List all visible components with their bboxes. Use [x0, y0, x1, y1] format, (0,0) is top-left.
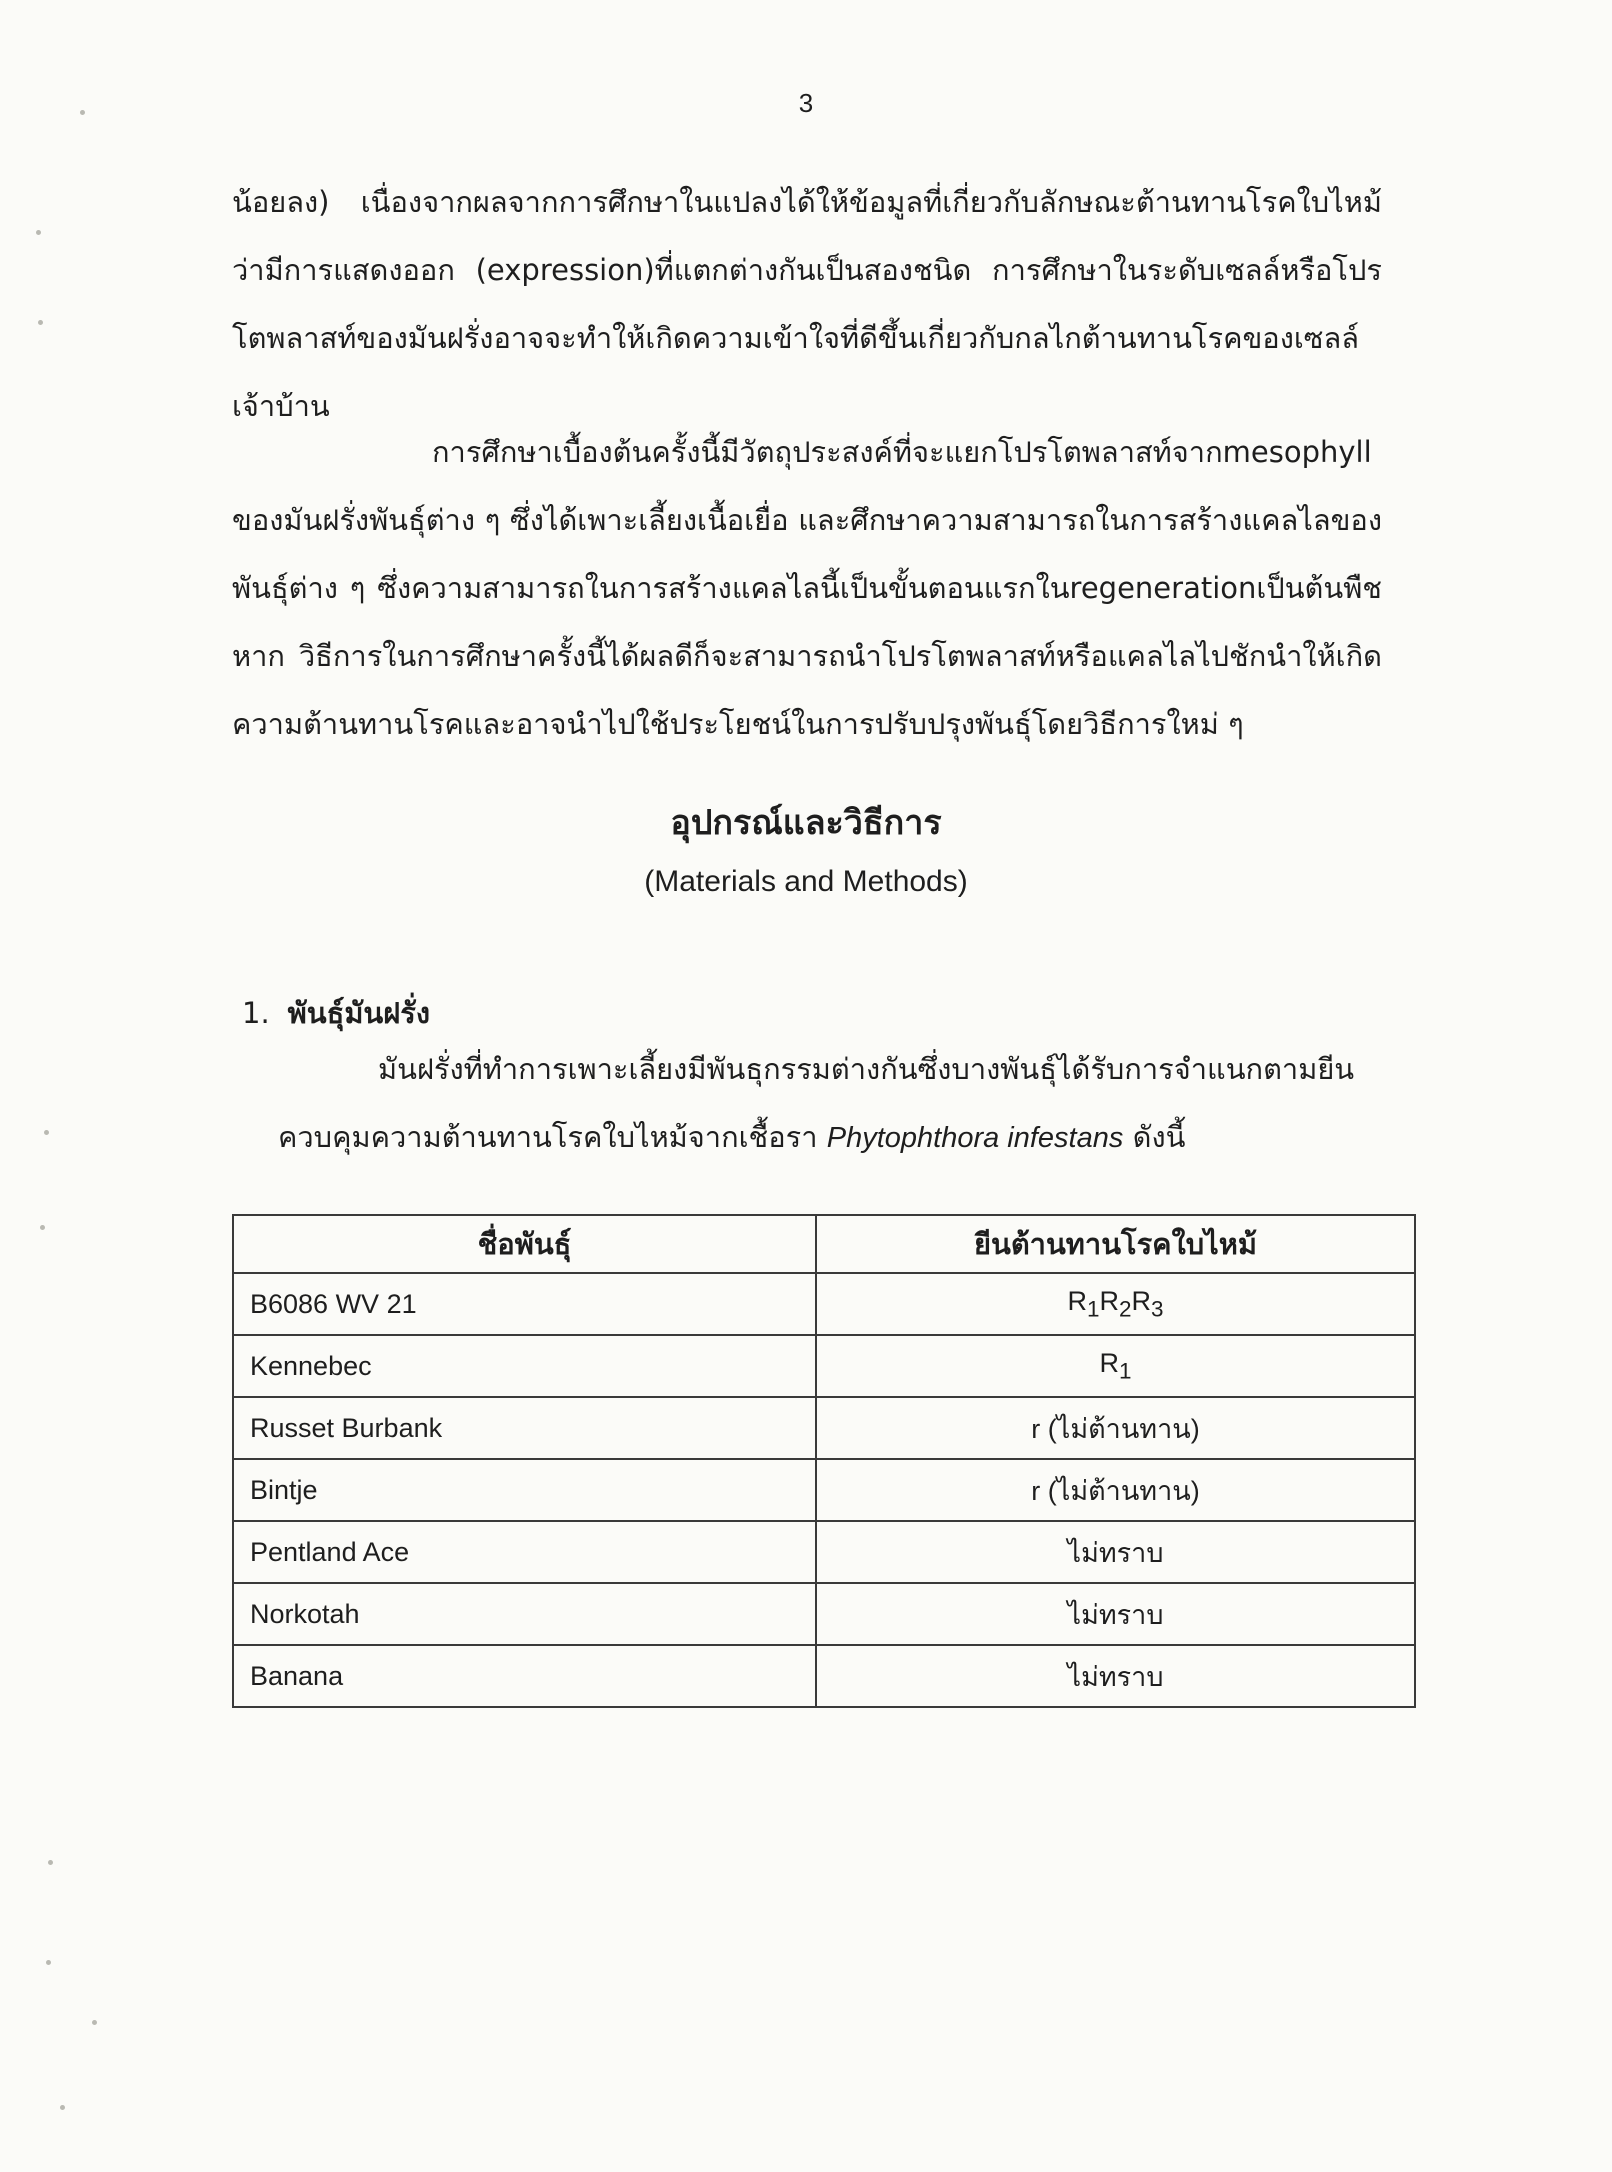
scan-speck: [60, 2105, 65, 2110]
resistance-gene: ไม่ทราบ: [816, 1521, 1415, 1583]
subsection-number: 1.: [242, 996, 270, 1030]
variety-name: Russet Burbank: [233, 1397, 816, 1459]
variety-text-after: ดังนี้: [1123, 1120, 1186, 1154]
scan-speck: [46, 1960, 51, 1965]
variety-name: Bintje: [233, 1459, 816, 1521]
variety-table: [232, 1214, 1416, 1708]
table-header-row: [233, 1215, 1415, 1273]
page-number: 3: [798, 88, 814, 118]
scan-speck: [38, 320, 43, 325]
section-title: อุปกรณ์และวิธีการ: [670, 803, 942, 843]
resistance-gene: r (ไม่ต้านทาน): [816, 1397, 1415, 1459]
subsection-heading: [242, 990, 430, 1036]
table-row: [233, 1397, 1415, 1459]
header-variety: ชื่อพันธุ์: [233, 1215, 816, 1273]
table-row: [233, 1459, 1415, 1521]
resistance-gene: ไม่ทราบ: [816, 1583, 1415, 1645]
section-subtitle: (Materials and Methods): [644, 865, 968, 898]
variety-paragraph: [278, 1035, 1388, 1172]
scan-speck: [48, 1860, 53, 1865]
resistance-gene: $R_1R_2R_3$: [816, 1273, 1415, 1335]
variety-name: Pentland Ace: [233, 1521, 816, 1583]
scan-speck: [40, 1225, 45, 1230]
variety-name: Kennebec: [233, 1335, 816, 1397]
scan-speck: [44, 1130, 49, 1135]
header-resistance-gene: ยีนต้านทานโรคใบไหม้: [816, 1215, 1415, 1273]
scan-speck: [36, 230, 41, 235]
objective-paragraph: การศึกษาเบื้องต้นครั้งนี้มีวัตถุประสงค์ที่จะแยกโปรโตพลาสท์จากmesophyll ของมันฝรั่งพันธุ์ต่าง ๆ ซึ่งได้เพาะเลี้ยงเนื้อเยื่อ และศึกษาความสามารถในการสร้างแคลไลของพันธุ์ต่าง ๆ ซึ่งความสามารถในการสร้างแคลไลนี้เป็นขั้นตอนแรกในregenerationเป็นต้นพืช หาก วิธีการในการศึกษาครั้งนี้ได้ผลดีก็จะสามารถนำโปรโตพลาสท์หรือแคลไลไปชักนำให้เกิดความต้านทานโรคและอาจนำไปใช้ประโยชน์ในการปรับปรุงพันธุ์โดยวิธีการใหม่ ๆ: [232, 435, 1382, 741]
table-row: [233, 1583, 1415, 1645]
variety-name: B6086 WV 21: [233, 1273, 816, 1335]
scan-speck: [92, 2020, 97, 2025]
table-row: [233, 1645, 1415, 1707]
subsection-title: พันธุ์มันฝรั่ง: [287, 996, 430, 1030]
scan-speck: [80, 110, 85, 115]
resistance-gene: r (ไม่ต้านทาน): [816, 1459, 1415, 1521]
table-row: [233, 1335, 1415, 1397]
table-row: [233, 1273, 1415, 1335]
intro-paragraph: น้อยลง) เนื่องจากผลจากการศึกษาในแปลงได้ให้ข้อมูลที่เกี่ยวกับลักษณะต้านทานโรคใบไหม้ว่ามีการแสดงออก (expression)ที่แตกต่างกันเป็นสองชนิด การศึกษาในระดับเซลล์หรือโปรโตพลาสท์ของมันฝรั่งอาจจะทำให้เกิดความเข้าใจที่ดีขึ้นเกี่ยวกับกลไกต้านทานโรคของเซลล์เจ้าบ้าน: [232, 185, 1382, 423]
resistance-gene: ไม่ทราบ: [816, 1645, 1415, 1707]
resistance-gene: $R_1$: [816, 1335, 1415, 1397]
species-name: Phytophthora infestans: [826, 1122, 1124, 1154]
table-row: [233, 1521, 1415, 1583]
variety-name: Norkotah: [233, 1583, 816, 1645]
variety-text-before: มันฝรั่งที่ทำการเพาะเลี้ยงมีพันธุกรรมต่างกันซึ่งบางพันธุ์ได้รับการจำแนกตามยีนควบคุมความต้านทานโรคใบไหม้จากเชื้อรา: [278, 1052, 1355, 1154]
variety-name: Banana: [233, 1645, 816, 1707]
